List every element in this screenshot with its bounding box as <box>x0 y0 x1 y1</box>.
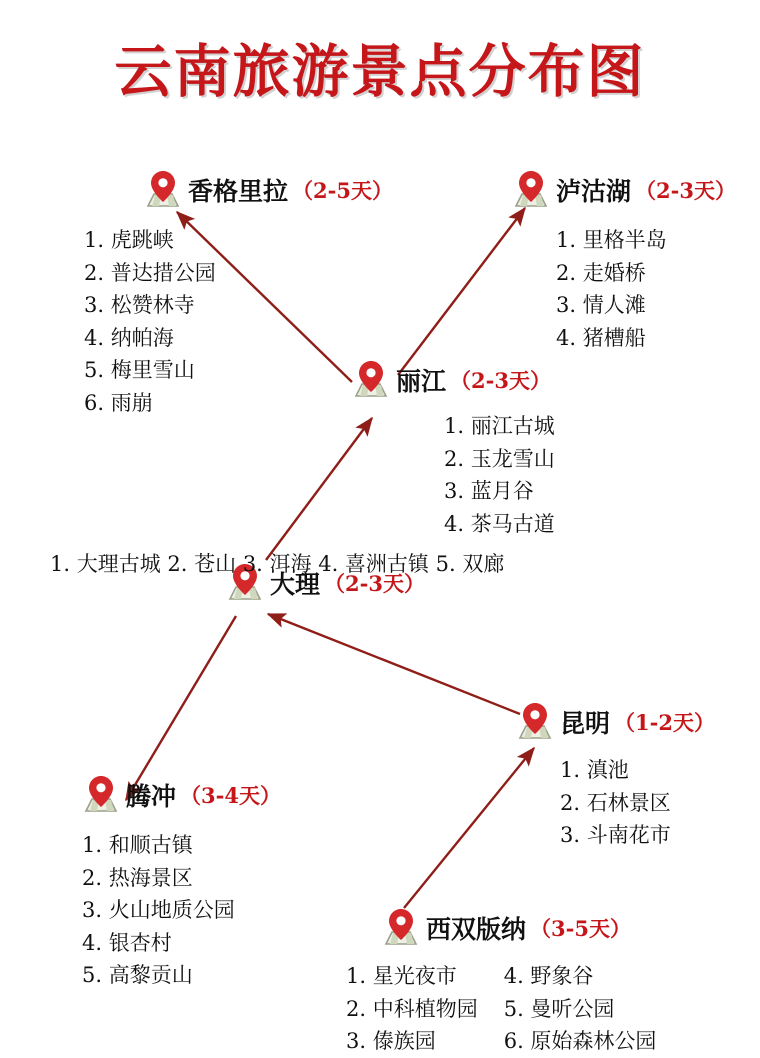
list-item: 1. 大理古城 <box>50 552 161 576</box>
list-item: 4. 茶马古道 <box>444 511 555 536</box>
map-pin-icon <box>512 700 558 744</box>
list-item: 4. 猪槽船 <box>556 325 646 350</box>
node-tengchong-poi-list <box>82 829 281 992</box>
node-tengchong-header <box>78 773 281 817</box>
node-kunming-header <box>512 700 715 744</box>
node-shangrila-days: （2-5天） <box>292 178 393 203</box>
node-tengchong-name: 腾冲 <box>126 782 177 811</box>
list-item: 3. 洱海 <box>242 552 312 576</box>
node-banna-poi-col-1 <box>346 960 478 1058</box>
map-pin-icon <box>508 168 554 212</box>
page-title: 云南旅游景点分布图 <box>114 38 646 105</box>
list-item: 5. 梅里雪山 <box>84 358 195 383</box>
node-tengchong[interactable] <box>78 773 281 992</box>
list-item: 2. 中科植物园 <box>346 996 478 1021</box>
map-pin-icon <box>140 168 186 212</box>
list-item: 5. 双廊 <box>435 552 505 576</box>
list-item: 5. 高黎贡山 <box>82 963 193 988</box>
node-shangrila-header <box>140 168 393 212</box>
list-item: 4. 纳帕海 <box>84 325 174 350</box>
list-item: 1. 滇池 <box>560 758 629 782</box>
list-item: 5. 曼听公园 <box>503 996 615 1021</box>
node-dali-days: （2-3天） <box>324 571 425 596</box>
node-banna-days: （3-5天） <box>530 916 631 941</box>
list-item: 4. 喜洲古镇 <box>318 552 429 576</box>
node-lugu-days: （2-3天） <box>635 178 736 203</box>
list-item: 3. 松赞林寺 <box>84 293 195 318</box>
list-item: 1. 里格半岛 <box>556 228 667 252</box>
list-item: 2. 苍山 <box>167 552 237 576</box>
list-item: 2. 热海景区 <box>82 865 193 890</box>
node-banna[interactable] <box>346 906 657 1058</box>
node-shangrila-poi-list <box>84 224 393 419</box>
list-item: 2. 石林景区 <box>560 790 671 815</box>
list-item: 3. 傣族园 <box>346 1029 436 1054</box>
node-dali-name: 大理 <box>270 570 321 599</box>
node-kunming-name: 昆明 <box>560 709 611 738</box>
node-lugu-poi-list <box>556 224 736 354</box>
node-lugu-name: 泸沽湖 <box>556 177 632 206</box>
map-pin-icon <box>78 773 124 817</box>
list-item: 4. 野象谷 <box>503 964 594 988</box>
list-item: 6. 雨崩 <box>84 390 153 415</box>
node-lugu-header <box>508 168 736 212</box>
node-tengchong-days: （3-4天） <box>180 783 281 808</box>
map-pin-icon <box>378 906 424 950</box>
node-dali-poi-list <box>50 548 504 581</box>
route-kunming-dali <box>268 614 520 714</box>
node-banna-header <box>378 906 656 950</box>
node-lijiang-header <box>348 358 555 402</box>
list-item: 2. 玉龙雪山 <box>444 446 555 471</box>
list-item: 2. 普达措公园 <box>84 260 216 285</box>
node-kunming-days: （1-2天） <box>614 710 715 735</box>
list-item: 6. 原始森林公园 <box>503 1029 657 1054</box>
map-pin-icon <box>348 358 394 402</box>
list-item: 3. 情人滩 <box>556 293 646 318</box>
list-item: 3. 斗南花市 <box>560 823 671 848</box>
node-dali[interactable] <box>50 552 505 605</box>
node-banna-name: 西双版纳 <box>426 915 527 944</box>
list-item: 3. 火山地质公园 <box>82 898 235 923</box>
node-lijiang-days: （2-3天） <box>450 368 551 393</box>
node-kunming[interactable] <box>512 700 715 852</box>
list-item: 2. 走婚桥 <box>556 260 646 285</box>
node-banna-poi-col-2 <box>504 960 657 1058</box>
list-item: 4. 银杏村 <box>82 930 172 955</box>
node-lijiang[interactable] <box>348 358 555 540</box>
node-shangrila-name: 香格里拉 <box>188 177 289 206</box>
node-banna-poi-list <box>346 960 656 1058</box>
list-item: 1. 和顺古镇 <box>82 833 193 857</box>
route-lijiang-lugu <box>398 208 525 375</box>
list-item: 1. 星光夜市 <box>346 964 457 988</box>
list-item: 1. 丽江古城 <box>444 414 555 438</box>
node-lugu[interactable] <box>508 168 736 354</box>
node-lijiang-name: 丽江 <box>396 367 447 396</box>
node-kunming-poi-list <box>560 754 715 852</box>
list-item: 3. 蓝月谷 <box>444 479 534 504</box>
list-item: 1. 虎跳峡 <box>84 228 174 252</box>
node-lijiang-poi-list <box>444 410 555 540</box>
